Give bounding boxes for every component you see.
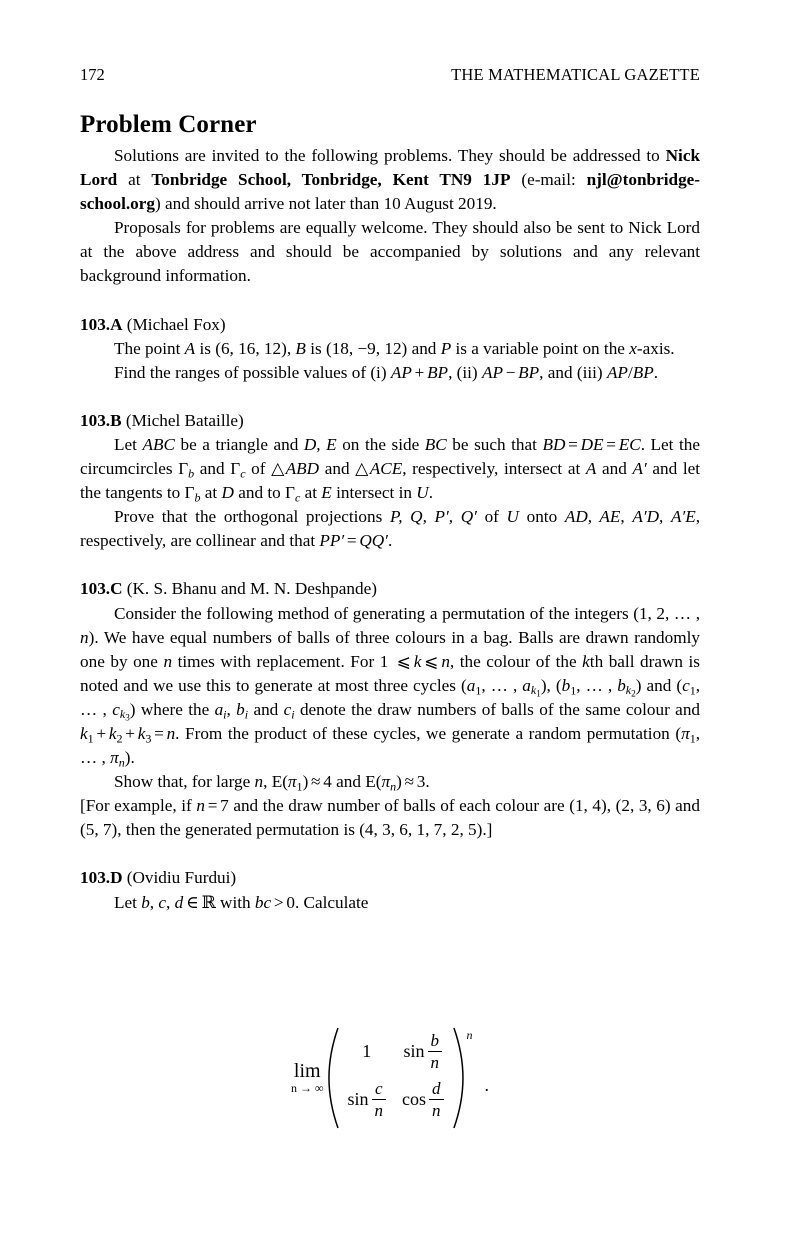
math-var: k [582,651,590,671]
math-expr: AP [390,362,412,382]
math-operator: + [96,723,107,743]
text-run: , respectively, are collinear and that [80,507,701,551]
problem-heading-103a [80,313,700,337]
article-body [80,144,700,915]
text-run: and [248,699,284,719]
math-var: c [283,699,292,719]
math-var: b [561,675,571,695]
text-run: , … , [576,675,618,695]
math-subscript: 1 [570,683,577,698]
text-run: and [194,459,231,479]
math-subscript: c [240,466,246,481]
math-var: P [440,338,452,358]
math-subscript-var: n [390,779,397,794]
fraction [372,1080,387,1120]
math-var: π [287,772,297,792]
text-run: at [300,483,322,503]
fraction-denominator: n [430,1052,440,1072]
problem-number-103c: 103.C [80,579,123,599]
real-numbers-symbol: ℝ [201,892,216,913]
problem-number-103d: 103.D [80,868,123,888]
math-var: c [682,675,690,695]
math-subscript-var: i [223,707,227,722]
math-var: d [174,892,184,912]
math-var: EC [618,434,641,454]
math-paren: ) [396,772,402,792]
text-run: , (ii) [448,362,482,382]
math-var: U [416,483,429,503]
math-value: 4 [323,772,332,792]
problem-103c-paragraph-3 [80,794,700,842]
text-run: [For example, if [80,796,197,816]
math-subscript-var: k [119,707,126,722]
text-run: and let the tangents to [80,459,700,503]
math-subsubscript: 1 [536,688,541,699]
math-var: n [163,651,173,671]
math-subscript [120,707,130,721]
text-run: where the [135,699,215,719]
math-var: D [221,483,234,503]
math-paren: ( [676,675,683,695]
math-var: b [141,892,150,912]
section-spacer [80,385,700,409]
fraction-denominator: n [374,1100,384,1120]
math-subscript-var: i [291,707,295,722]
problem-heading-103b [80,409,700,433]
intro-text-1: Solutions are invited to the following problems. They should be addressed to [114,146,666,165]
text-run: Show that, for large [114,772,255,792]
math-var: n [254,772,264,792]
math-var: B [295,338,306,358]
problem-author-103d: (Ovidiu Furdui) [126,868,237,888]
math-operator: + [414,362,425,382]
section-spacer [80,289,700,313]
text-run: with [215,892,255,912]
math-paren: ) [129,699,136,719]
math-operator: / [627,362,633,382]
math-expr: BP [427,362,449,382]
limit-operator [291,1060,324,1096]
text-run: , the colour of the [449,651,583,671]
math-expr: BP [632,362,654,382]
editor-address: Tonbridge School, Tonbridge, Kent TN9 1JP [151,170,511,190]
problem-author-103b: (Michel Bataille) [125,410,244,430]
text-run: ). We have equal numbers of balls of three colours in a bag. Balls are drawn randomly one by one [80,627,700,671]
text-run: of △ [245,459,286,479]
problem-103c-paragraph-2 [80,770,700,794]
text-run: . Calculate [294,892,369,912]
math-operator: ⩽ [424,651,439,671]
gamma-symbol: Γ [178,459,189,479]
text-run: , E [263,772,283,792]
problem-author-103a: (Michael Fox) [126,314,226,334]
math-var: U [506,507,519,527]
math-value: 0 [286,892,295,912]
math-paren: ( [375,772,382,792]
math-var: k [137,723,146,743]
problem-author-103c: (K. S. Bhanu and M. N. Deshpande) [126,579,377,599]
math-paren: ( [461,675,467,695]
text-run: , … , [80,723,700,768]
intro-paragraph-2: Proposals for problems are equally welcome. They should also be sent to Nick Lord at the above address and should be accompanied by solutions and any relevant background information. [80,218,700,286]
intro-text-2: at [117,170,152,190]
math-operator: = [606,434,616,454]
math-operator: ≈ [404,772,415,792]
math-var: c [158,892,167,912]
math-subscript: 2 [116,731,123,746]
problem-heading-103c [80,577,700,601]
math-operator: + [125,723,135,743]
math-operator: ⩽ [396,651,412,671]
text-run: is (6, 16, 12), [195,338,296,358]
math-subscript-var: k [530,683,537,698]
text-run: and △ [319,459,370,479]
sin-function: sin [403,1041,425,1062]
fraction-numerator: c [375,1078,383,1098]
text-run: at [200,483,222,503]
text-run: times with replacement. For 1 [172,651,394,671]
math-var: a [214,699,224,719]
math-var: A [585,459,597,479]
math-expr: AP [606,362,628,382]
math-var: n [441,651,450,671]
text-run: Find the ranges of possible values of (i) [114,362,391,382]
math-var: DE [580,434,604,454]
problem-103a-paragraph-2 [80,361,700,385]
text-run: be such that [446,434,543,454]
intro-text-3: (e-mail: [510,170,587,190]
math-subscript: 1 [296,779,303,794]
math-var: A [184,338,196,358]
math-expr: A′D [632,507,659,527]
text-run: intersect in [331,483,417,503]
text-run: and the draw number of balls of each colour are (1, 4), (2, 3, 6) and (5, 7), then the generated permutation is (4, 3, 6, 1, 7, 2, 5).] [80,796,700,840]
editor-email: njl@tonbridge-school.org [80,170,701,214]
math-var: π [110,748,119,768]
text-run: and [641,675,677,695]
problem-number-103b: 103.B [80,410,122,430]
math-subsubscript: 3 [125,712,130,723]
intro-text-4: ) and should arrive not later than 10 August 2019. [154,194,497,214]
math-var: k [413,651,422,671]
text-run: . [425,772,430,792]
math-operator: = [346,531,357,551]
text-run: be a triangle and [174,434,304,454]
equation-period: . [484,1075,490,1095]
page-number: 172 [80,65,105,84]
text-run: is (18, −9, 12) and [305,338,441,358]
math-var: π [381,772,391,792]
page-title: Problem Corner [80,111,257,138]
section-spacer [80,553,700,577]
math-operator: − [505,362,516,382]
left-paren-icon [326,1026,340,1130]
editor-name: Nick Lord [80,146,700,190]
gamma-symbol: Γ [285,483,295,503]
math-var: A′ [632,459,647,479]
text-run: and [596,459,633,479]
text-run: is a variable point on the [451,338,630,358]
text-run: . [653,362,659,382]
matrix-expression [326,1026,473,1130]
text-run: , [149,892,159,912]
matrix-cell-r1c2 [404,1032,443,1072]
text-run: -axis. [636,338,675,358]
math-paren: ( [675,723,682,743]
text-run: Consider the following method of generating a permutation of the integers (1, 2, … , [114,603,700,623]
text-run: The point [114,338,185,358]
running-head [80,64,700,86]
matrix-cell-r2c1 [348,1080,387,1120]
math-var: k [80,723,88,743]
fraction-denominator: n [432,1100,441,1120]
math-var: n [166,723,176,743]
math-var: a [522,675,531,695]
math-var: E [321,483,332,503]
problem-number-103a: 103.A [80,314,123,334]
problem-103d-paragraph-1 [80,891,700,915]
text-run: denote the draw numbers of balls of the same colour and [294,699,701,719]
math-var: BC [424,434,447,454]
fraction-numerator: b [430,1031,440,1050]
math-var: BD [542,434,566,454]
math-expr: P, Q, P′, Q′ [389,507,477,527]
math-subscript-var: i [244,707,249,722]
math-var: b [236,699,245,719]
fraction [428,1032,443,1072]
intro-paragraph-1 [80,144,700,216]
math-var: D, E [303,434,337,454]
limit-label: lim [293,1060,321,1082]
math-var: c [112,699,120,719]
text-run: on the side [336,434,425,454]
math-expr: AD, AE [564,507,621,527]
matrix-cell-r2c2 [402,1080,444,1120]
text-run: Let [114,434,143,454]
text-run: , [546,675,556,695]
text-run: , [620,507,633,527]
right-paren-icon [452,1026,466,1130]
math-var: n [196,796,205,816]
text-run: Prove that the orthogonal projections [114,507,390,527]
math-operator: = [207,796,218,816]
matrix-exponent: n [466,1028,473,1042]
text-run: . From the product of these cycles, we generate a random permutation [175,723,676,743]
math-expr: QQ′ [359,531,388,551]
limit-subscript: n → ∞ [290,1081,324,1095]
matrix-grid [340,1026,452,1126]
math-var: ABD [285,459,320,479]
fraction-numerator: d [432,1078,441,1098]
text-run: , … , [80,675,701,719]
math-operator: > [273,892,284,912]
text-run: of [476,507,507,527]
math-subscript-var: n [118,755,125,770]
display-equation-limit-matrix [80,1026,700,1176]
math-subsubscript: 2 [631,688,636,699]
journal-title: THE MATHEMATICAL GAZETTE [451,65,700,84]
math-expr: A′E [670,507,696,527]
math-operator: ≈ [311,772,321,792]
math-subscript: 1 [689,683,696,698]
math-subscript-var: k [625,683,632,698]
math-operator: = [154,723,164,743]
element-of-symbol: ∈ [185,892,199,912]
math-var: x [629,338,637,358]
math-subscript [626,683,636,697]
problem-103b-paragraph-2 [80,505,700,553]
math-subscript: 1 [475,683,482,698]
problem-103a-paragraph-1 [80,337,700,361]
text-run: , and (iii) [539,362,607,382]
gamma-symbol: Γ [230,459,241,479]
math-subscript: 1 [689,731,696,746]
text-run: . Let the circumcircles [80,434,700,479]
problem-103b-paragraph-1 [80,433,700,505]
text-run: . [428,483,433,503]
text-run: . [130,748,135,768]
math-expr: BP [518,362,540,382]
math-subscript: b [188,466,195,481]
text-run: and E [331,772,376,792]
gamma-symbol: Γ [184,483,195,503]
math-subscript: 3 [145,731,152,746]
math-value: 7 [220,796,229,816]
math-expr: bc [254,892,272,912]
math-var: n [80,627,89,647]
problem-heading-103d [80,866,700,890]
math-var: ACE [369,459,403,479]
math-value: 3 [416,772,426,792]
math-paren: ( [282,772,288,792]
fraction [429,1080,444,1120]
math-var: k [108,723,117,743]
cos-function: cos [402,1089,427,1110]
text-run: th ball drawn is noted and we use this to generate at most three cycles [80,651,700,695]
math-operator: = [568,434,578,454]
text-run: onto [518,507,565,527]
math-var: π [681,723,690,743]
math-subscript: 1 [87,731,94,746]
math-paren: ) [302,772,309,792]
math-paren: ) [124,748,131,768]
math-paren: ( [555,675,562,695]
section-spacer [80,842,700,866]
sin-function: sin [347,1089,369,1110]
text-run: and to [233,483,285,503]
math-paren: ) [635,675,642,695]
equation-row [291,1026,489,1130]
text-run: , [226,699,237,719]
math-expr: AP [481,362,503,382]
text-run: , … , [481,675,523,695]
math-subscript [531,683,541,697]
math-expr: PP′ [319,531,345,551]
math-subscript: b [194,490,201,505]
math-var: a [466,675,476,695]
math-var: ABC [142,434,175,454]
text-run: Let [114,892,142,912]
text-run: , [166,892,175,912]
math-var: b [617,675,626,695]
math-paren: ) [540,675,547,695]
text-run: , respectively, intersect at [402,459,586,479]
matrix-cell-r1c1: 1 [362,1041,372,1062]
journal-page [80,0,700,1236]
math-subscript: c [294,490,301,505]
text-run: . [387,531,393,551]
text-run: , [659,507,671,527]
problem-103c-paragraph-1 [80,602,700,771]
